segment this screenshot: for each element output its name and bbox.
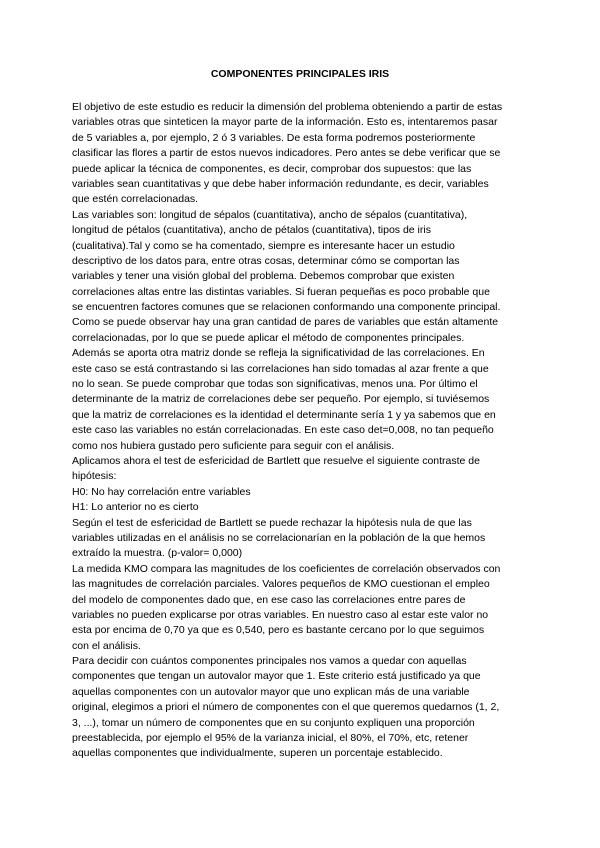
text-line: correlaciones altas entre las distintas variables. Si fueran pequeñas es poco probable que	[72, 285, 490, 298]
text-line: hipótesis:	[72, 470, 117, 483]
text-line: extraído la muestra. (p-valor= 0,000)	[72, 547, 243, 560]
text-line: Como se puede observar hay una gran cantidad de pares de variables que están altamente	[72, 316, 499, 329]
text-line: aquellas componentes con un autovalor mayor que uno explican más de una variable	[72, 685, 470, 698]
text-line: este caso se está contrastando si las correlaciones han sido tomadas al azar frente a que	[72, 362, 489, 375]
text-line: determinante de la matriz de correlaciones debe ser pequeño. Por ejemplo, si tuviésemos	[72, 393, 490, 406]
text-line: aquellas componentes que individualmente, superen un porcentaje establecido.	[72, 747, 443, 760]
text-line: original, elegimos a priori el número de componentes con el que queremos quedarnos (1, 2,	[72, 701, 500, 714]
text-line: que estén correlacionadas.	[72, 193, 199, 206]
text-line: puede aplicar la técnica de componentes, es decir, comprobar dos supuestos: que las	[72, 162, 472, 175]
text-line: variables otras que sinteticen la mayor parte de la información. Esto es, intentaremos pasar	[72, 116, 498, 129]
text-line: 3, ...), tomar un número de componentes que en su conjunto expliquen una proporción	[72, 716, 475, 729]
text-line: de 5 variables a, por ejemplo, 2 ó 3 variables. De esta forma podremos posteriormente	[72, 131, 476, 144]
text-line: longitud de pétalos (cuantitativa), ancho de pétalos (cuantitativa), tipos de iris	[72, 224, 431, 237]
text-line: El objetivo de este estudio es reducir la dimensión del problema obteniendo a partir de estas	[72, 101, 503, 113]
text-line: variables utilizadas en el análisis no se correlacionarían en la población de la que hemos	[72, 531, 486, 544]
text-line: este caso las variables no están correlacionadas. En este caso det=0,008, no tan pequeño	[72, 424, 494, 437]
text-line: variables y tener una visión global del problema. Debemos comprobar que existen	[72, 270, 455, 283]
text-line: esta por encima de 0,70 ya que es 0,540, pero es bastante cercano por lo que seguimos	[72, 624, 485, 637]
text-line: como nos hubiera gustado pero suficiente para seguir con el análisis.	[72, 439, 395, 452]
text-line: H0: No hay correlación entre variables	[72, 485, 251, 498]
text-line: correlacionadas, por lo que se puede aplicar el método de componentes principales.	[72, 331, 465, 344]
text-line: variables sean cuantitativas y que debe haber información redundante, es decir, variables	[72, 177, 489, 190]
body-text	[72, 100, 572, 762]
text-line: Aplicamos ahora el test de esfericidad de Bartlett que resuelve el siguiente contraste de	[72, 454, 480, 467]
text-line: Según el test de esfericidad de Bartlett se puede rechazar la hipótesis nula de que las	[72, 516, 472, 529]
text-line: Las variables son: longitud de sépalos (cuantitativa), ancho de sépalos (cuantitativa),	[72, 208, 468, 221]
text-line: H1: Lo anterior no es cierto	[72, 501, 199, 514]
text-line: La medida KMO compara las magnitudes de los coeficientes de correlación observados con	[72, 562, 501, 575]
text-line: las magnitudes de correlación parciales. Valores pequeños de KMO cuestionan el empleo	[72, 578, 490, 591]
text-line: componentes que tengan un autovalor mayor que 1. Este criterio está justificado ya que	[72, 670, 481, 683]
text-line: variables no pueden explicarse por otras variables. En nuestro caso al estar este valor no	[72, 608, 489, 621]
text-line: (cualitativa).Tal y como se ha comentado, siempre es interesante hacer un estudio	[72, 239, 455, 252]
page-title: COMPONENTES PRINCIPALES IRIS	[210, 68, 390, 80]
text-line: Además se aporta otra matriz donde se refleja la significatividad de las correlaciones. En	[72, 347, 485, 360]
text-line: que la matriz de correlaciones es la identidad el determinante sería 1 y ya sabemos que en	[72, 408, 496, 421]
text-line: con el análisis.	[72, 639, 141, 652]
text-line: no lo sean. Se puede comprobar que todas son significativas, menos una. Por último el	[72, 378, 478, 391]
text-line: Para decidir con cuántos componentes principales nos vamos a quedar con aquellas	[72, 655, 467, 668]
text-line: descriptivo de los datos para, entre otras cosas, determinar cómo se comportan las	[72, 254, 460, 267]
text-line: del modelo de componentes dado que, en ese caso las correlaciones entre pares de	[72, 593, 466, 606]
text-line: preestablecida, por ejemplo el 95% de la varianza inicial, el 80%, el 70%, etc, retener	[72, 732, 469, 745]
text-line: clasificar las flores a partir de estos nuevos indicadores. Pero antes se debe verificar que se	[72, 147, 501, 160]
text-line: se encuentren factores comunes que se relacionen conformando una componente principal.	[72, 301, 501, 314]
